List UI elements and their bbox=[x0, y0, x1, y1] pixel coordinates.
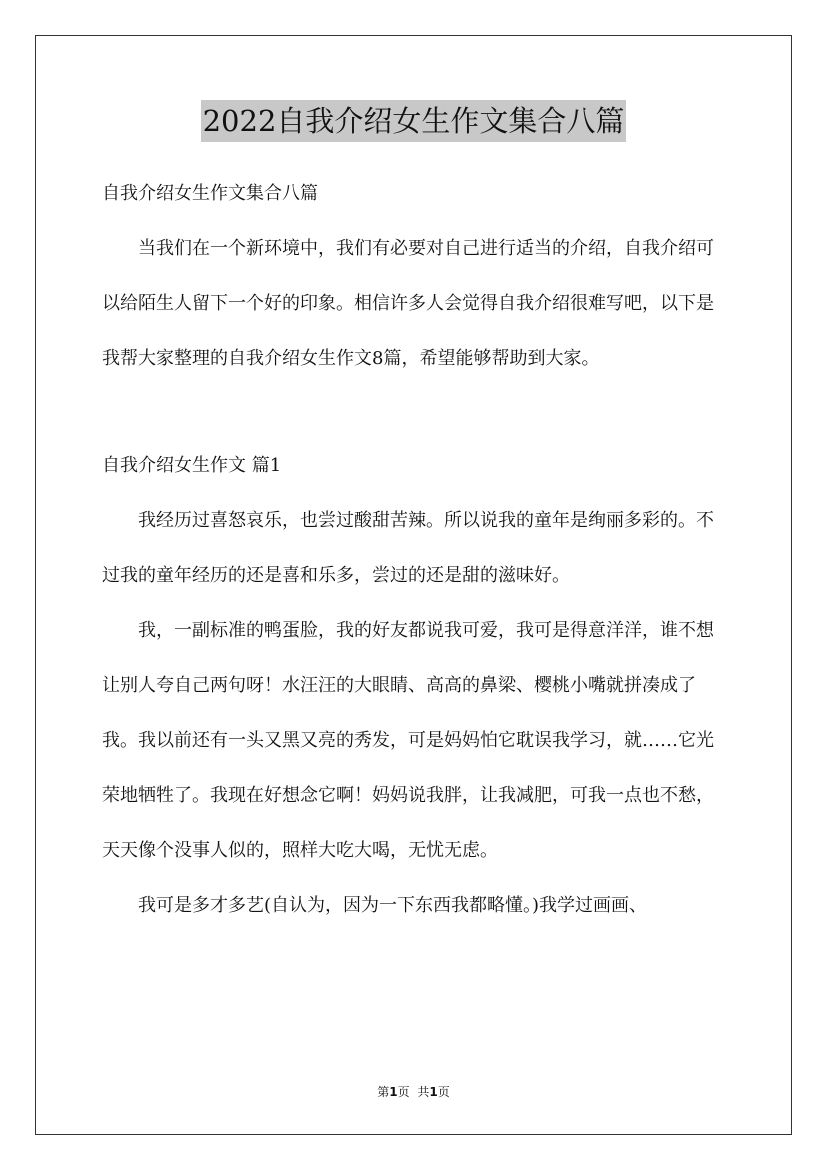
footer-page-number: 1 bbox=[389, 1085, 398, 1099]
body-paragraph-1: 我经历过喜怒哀乐，也尝过酸甜苦辣。所以说我的童年是绚丽多彩的。不过我的童年经历的还是喜和乐多，尝过的还是甜的滋味好。 bbox=[102, 510, 714, 586]
document-body bbox=[102, 178, 728, 933]
subtitle: 自我介绍女生作文集合八篇 bbox=[102, 183, 318, 204]
footer-total-prefix: 共 bbox=[417, 1085, 430, 1099]
body-paragraph-2: 我，一副标准的鸭蛋脸，我的好友都说我可爱，我可是得意洋洋，谁不想让别人夸自己两句呀！水汪汪的大眼睛、高高的鼻梁、樱桃小嘴就拼凑成了我。我以前还有一头又黑又亮的秀发，可是妈妈怕它耽误我学习，就……它光荣地牺牲了。我现在好想念它啊！妈妈说我胖，让我减肥，可我一点也不愁，天天像个没事人似的，照样大吃大喝，无忧无虑。 bbox=[102, 620, 714, 861]
section-heading: 自我介绍女生作文 篇1 bbox=[102, 455, 282, 476]
footer-page-suffix: 页 bbox=[397, 1085, 410, 1099]
body-paragraph-3: 我可是多才多艺(自认为，因为一下东西我都略懂。)我学过画画、 bbox=[138, 895, 648, 916]
page-footer bbox=[0, 1083, 827, 1100]
footer-page-prefix: 第 bbox=[377, 1085, 390, 1099]
document-title-wrap bbox=[0, 100, 827, 142]
footer-total-suffix: 页 bbox=[437, 1085, 450, 1099]
document-title: 2022自我介绍女生作文集合八篇 bbox=[201, 100, 627, 142]
intro-paragraph: 当我们在一个新环境中，我们有必要对自己进行适当的介绍，自我介绍可以给陌生人留下一个好的印象。相信许多人会觉得自我介绍很难写吧，以下是我帮大家整理的自我介绍女生作文8篇，希望能够帮助到大家。 bbox=[102, 238, 714, 369]
section-gap bbox=[102, 386, 728, 442]
footer-total-number: 1 bbox=[429, 1085, 438, 1099]
